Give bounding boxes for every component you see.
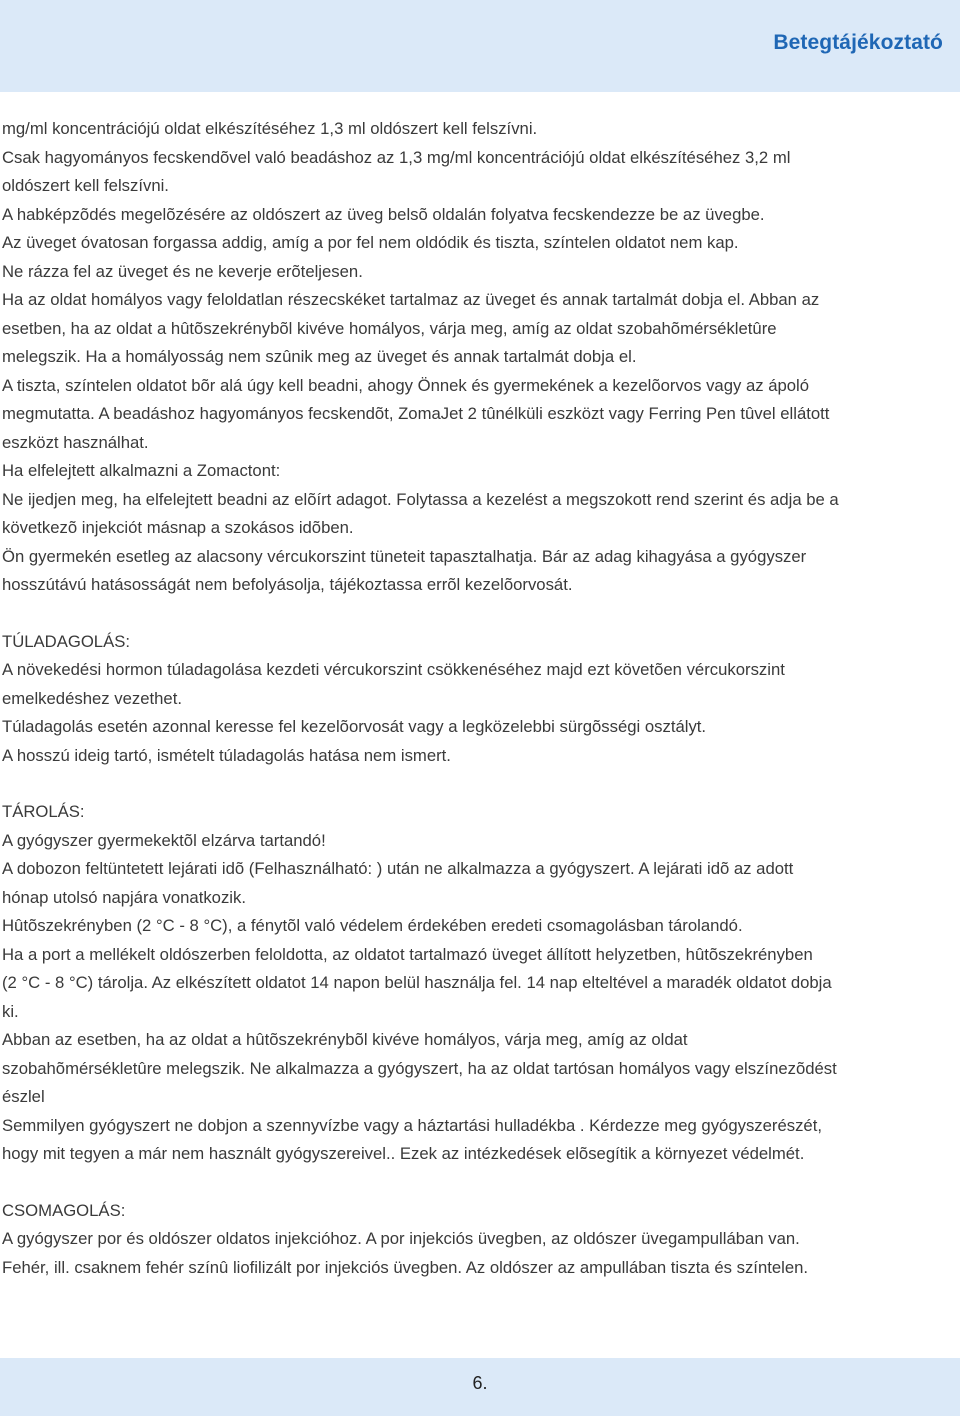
text-line: Csak hagyományos fecskendõvel való beadáshoz az 1,3 mg/ml koncentrációjú oldat elkészítéséhez 3,2 ml (2, 147, 791, 167)
header-title: Betegtájékoztató (773, 31, 943, 54)
document-section (2, 1197, 958, 1283)
text-line: A gyógyszer por és oldószer oldatos injekcióhoz. A por injekciós üvegben, az oldószer üvegampullában van. (2, 1229, 800, 1248)
text-line: észlel (2, 1087, 45, 1106)
text-line: A hosszú ideig tartó, ismételt túladagolás hatása nem ismert. (2, 745, 451, 765)
text-line: Semmilyen gyógyszert ne dobjon a szennyvízbe vagy a háztartási hulladékba . Kérdezze meg gyógyszerészét, (2, 1115, 822, 1135)
section-heading: TÚLADAGOLÁS: (2, 631, 130, 651)
text-line: mg/ml koncentrációjú oldat elkészítéséhez 1,3 ml oldószert kell felszívni. (2, 119, 538, 138)
text-line: Fehér, ill. csaknem fehér színû liofilizált por injekciós üvegben. Az oldószer az ampullában tiszta és színtelen. (2, 1257, 809, 1277)
page-footer (0, 1358, 960, 1416)
page-header (0, 0, 960, 92)
text-line: Ne rázza fel az üveget és ne keverje erõteljesen. (2, 261, 363, 281)
text-line: oldószert kell felszívni. (2, 176, 169, 195)
text-line: következõ injekciót másnap a szokásos idõben. (2, 518, 354, 537)
text-line: esetben, ha az oldat a hûtõszekrénybõl kivéve homályos, várja meg, amíg az oldat szobahõmérsékletûre (2, 318, 777, 338)
document-section (2, 628, 958, 771)
text-line: A dobozon feltüntetett lejárati idõ (Felhasználható: ) után ne alkalmazza a gyógyszert. A lejárati idõ az adott (2, 859, 794, 878)
text-line: emelkedéshez vezethet. (2, 688, 182, 708)
text-line: A gyógyszer gyermekektõl elzárva tartandó! (2, 830, 326, 850)
text-line: hónap utolsó napjára vonatkozik. (2, 887, 246, 907)
page-number: 6. (472, 1373, 488, 1393)
text-line: Az üveget óvatosan forgassa addig, amíg a por fel nem oldódik és tiszta, színtelen oldatot nem kap. (2, 233, 739, 252)
document-body (2, 115, 958, 1282)
text-line: Ön gyermekén esetleg az alacsony vércukorszint tüneteit tapasztalhatja. Bár az adag kihagyása a gyógyszer (2, 546, 807, 566)
text-line: szobahõmérsékletûre melegszik. Ne alkalmazza a gyógyszert, ha az oldat tartósan homályos vagy elszínezõdést (2, 1058, 837, 1078)
text-line: eszközt használhat. (2, 432, 149, 452)
text-line: A növekedési hormon túladagolása kezdeti vércukorszint csökkenéséhez majd ezt követõen vércukorszint (2, 660, 785, 679)
text-line: A tiszta, színtelen oldatot bõr alá úgy kell beadni, ahogy Önnek és gyermekének a kezelõorvos vagy az ápoló (2, 375, 810, 395)
text-line: hosszútávú hatásosságát nem befolyásolja, tájékoztassa errõl kezelõorvosát. (2, 575, 573, 594)
document-section (2, 798, 958, 1169)
text-line: Ne ijedjen meg, ha elfelejtett beadni az elõírt adagot. Folytassa a kezelést a megszokott rend szerint és adja be a (2, 489, 839, 509)
text-line: (2 °C - 8 °C) tárolja. Az elkészített oldatot 14 napon belül használja fel. 14 nap elteltével a maradék oldatot dobja (2, 973, 832, 992)
section-heading: CSOMAGOLÁS: (2, 1200, 126, 1220)
text-line: melegszik. Ha a homályosság nem szûnik meg az üveget és annak tartalmát dobja el. (2, 347, 637, 366)
text-line: megmutatta. A beadáshoz hagyományos fecskendõt, ZomaJet 2 tûnélküli eszközt vagy Ferring Pen tûvel ellátott (2, 404, 830, 423)
text-line: Hûtõszekrényben (2 °C - 8 °C), a fénytõl való védelem érdekében eredeti csomagolásban tárolandó. (2, 916, 743, 935)
text-line: A habképzõdés megelõzésére az oldószert az üveg belsõ oldalán folyatva fecskendezze be az üvegbe. (2, 204, 765, 224)
text-line: hogy mit tegyen a már nem használt gyógyszereivel.. Ezek az intézkedések elõsegítik a környezet védelmét. (2, 1144, 805, 1163)
text-line: ki. (2, 1001, 19, 1021)
document-section (2, 115, 958, 600)
text-line: Ha a port a mellékelt oldószerben feloldotta, az oldatot tartalmazó üveget állított helyzetben, hûtõszekrényben (2, 944, 813, 964)
section-heading: TÁROLÁS: (2, 802, 85, 821)
text-line: Abban az esetben, ha az oldat a hûtõszekrénybõl kivéve homályos, várja meg, amíg az oldat (2, 1030, 688, 1049)
text-line: Túladagolás esetén azonnal keresse fel kezelõorvosát vagy a legközelebbi sürgõsségi osztályt. (2, 717, 707, 736)
text-line: Ha elfelejtett alkalmazni a Zomactont: (2, 461, 281, 480)
text-line: Ha az oldat homályos vagy feloldatlan részecskéket tartalmaz az üveget és annak tartalmát dobja el. Abban az (2, 290, 820, 309)
